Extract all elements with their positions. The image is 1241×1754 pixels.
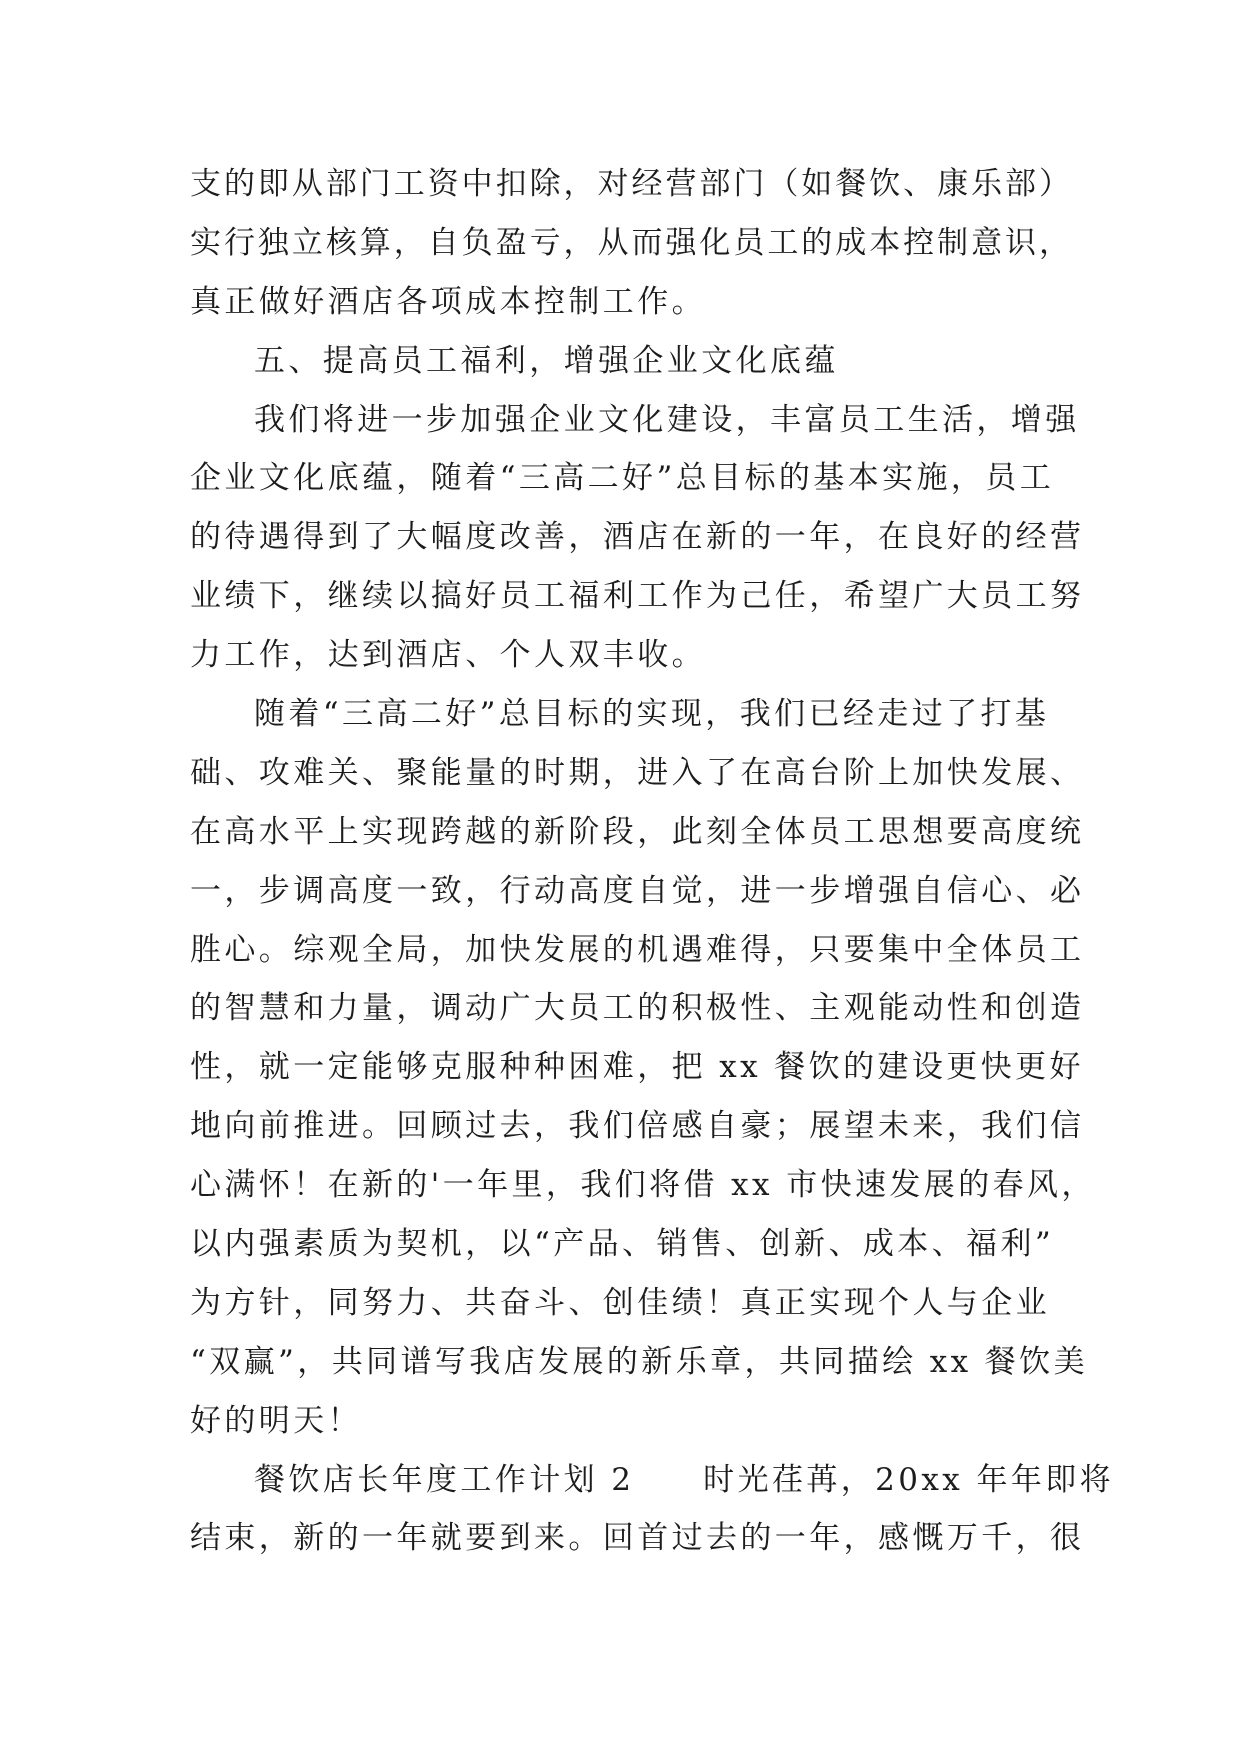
text-line: 为方针，同努力、共奋斗、创佳绩！真正实现个人与企业	[190, 1284, 1050, 1321]
text-line: 结束，新的一年就要到来。回首过去的一年，感慨万千，很	[190, 1520, 1085, 1557]
text-line: 的智慧和力量，调动广大员工的积极性、主观能动性和创造	[190, 990, 1085, 1027]
text-line: 以内强素质为契机，以“产品、销售、创新、成本、福利”	[190, 1226, 1055, 1263]
text-line: 性，就一定能够克服种种困难，把 xx 餐饮的建设更快更好	[190, 1049, 1084, 1086]
text-line: 胜心。综观全局，加快发展的机遇难得，只要集中全体员工	[190, 931, 1085, 968]
section-heading: 五、提高员工福利，增强企业文化底蕴	[254, 342, 839, 379]
text-line: 好的明天！	[190, 1402, 362, 1439]
text-line: 我们将进一步加强企业文化建设，丰富员工生活，增强	[254, 401, 1080, 438]
text-line: “双赢”，共同谱写我店发展的新乐章，共同描绘 xx 餐饮美	[190, 1343, 1088, 1380]
text-line: 真正做好酒店各项成本控制工作。	[190, 283, 706, 320]
document-body	[190, 155, 1115, 1568]
text-line: 业绩下，继续以搞好员工福利工作为己任，希望广大员工努	[190, 578, 1085, 615]
text-line: 一，步调高度一致，行动高度自觉，进一步增强自信心、必	[190, 872, 1085, 909]
text-line: 实行独立核算，自负盈亏，从而强化员工的成本控制意识，	[190, 224, 1070, 261]
text-line: 企业文化底蕴，随着“三高二好”总目标的基本实施，员工	[190, 460, 1055, 497]
text-line: 础、攻难关、聚能量的时期，进入了在高台阶上加快发展、	[190, 754, 1085, 791]
text-line: 的待遇得到了大幅度改善，酒店在新的一年，在良好的经营	[190, 519, 1085, 556]
text-line: 地向前推进。回顾过去，我们倍感自豪；展望未来，我们信	[190, 1108, 1085, 1145]
text-line: 支的即从部门工资中扣除，对经营部门（如餐饮、康乐部）	[190, 166, 1070, 202]
text-line: 在高水平上实现跨越的新阶段，此刻全体员工思想要高度统	[190, 813, 1085, 850]
text-line: 力工作，达到酒店、个人双丰收。	[190, 637, 706, 674]
text-line: 餐饮店长年度工作计划 2 时光荏苒，20xx 年年即将	[254, 1461, 1115, 1498]
text-line: 心满怀！在新的'一年里，我们将借 xx 市快速发展的春风，	[190, 1167, 1096, 1204]
text-line: 随着“三高二好”总目标的实现，我们已经走过了打基	[254, 696, 1050, 733]
